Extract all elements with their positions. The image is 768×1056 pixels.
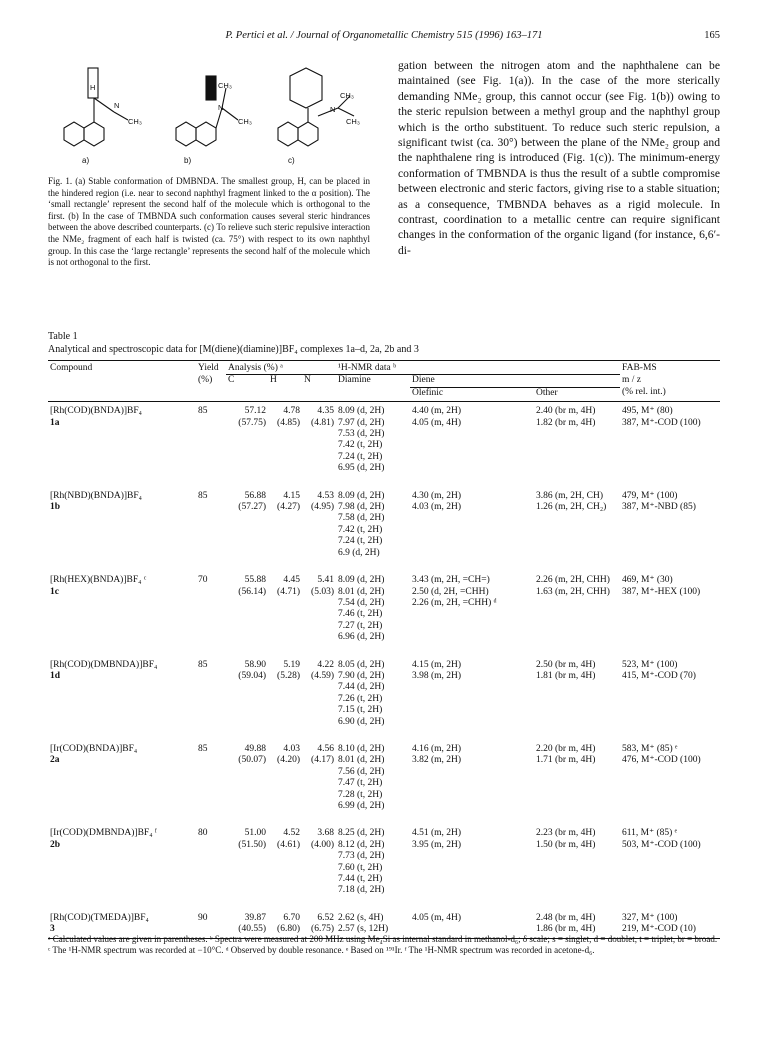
fab-cell: [620, 559, 720, 643]
olefinic-cell: [410, 402, 534, 475]
olefinic-cell: [410, 728, 534, 812]
other-cell-line: 1.82 (br m, 4H): [536, 417, 596, 428]
other-cell-line: 2.20 (br m, 4H): [536, 743, 596, 754]
other-cell: [534, 812, 620, 896]
diamine-cell-line: 7.24 (t, 2H): [338, 451, 383, 462]
compound-cell: [48, 897, 196, 938]
diamine-cell-line: 2.57 (s, 12H): [338, 924, 389, 935]
label-ch3-c2: CH₃: [346, 117, 360, 126]
analysis-h-cell-line: (4.85): [277, 417, 300, 428]
fab-cell: [620, 812, 720, 896]
diamine-cell-line: 7.58 (d, 2H): [338, 513, 385, 524]
diamine-cell-line: 2.62 (s, 4H): [338, 912, 384, 923]
diamine-cell-line: 7.47 (t, 2H): [338, 778, 383, 789]
fab-cell: [620, 728, 720, 812]
olefinic-cell-line: 2.26 (m, 2H, =CHH) ᵈ: [412, 597, 497, 608]
diamine-cell-line: 8.01 (d, 2H): [338, 586, 385, 597]
diamine-cell: [336, 897, 410, 938]
fab-cell-line: 583, M⁺ (85) ᵉ: [622, 743, 678, 754]
fab-cell: [620, 475, 720, 559]
olefinic-cell-line: 4.30 (m, 2H): [412, 490, 462, 501]
header-compound: Compound: [48, 361, 196, 375]
olefinic-cell-line: 4.05 (m, 4H): [412, 417, 462, 428]
compound-id: 2a: [50, 755, 60, 766]
header-fab: FAB-MS: [620, 361, 720, 375]
table-label: Table 1: [48, 331, 78, 342]
analysis-h-cell-line: 5.19: [283, 659, 300, 670]
olefinic-cell-line: 2.50 (d, 2H, =CHH): [412, 586, 489, 597]
diamine-cell-line: 8.05 (d, 2H): [338, 659, 385, 670]
diamine-cell-line: 7.60 (t, 2H): [338, 862, 383, 873]
analysis-h-cell-line: (5.28): [277, 670, 300, 681]
header-fab-rel: (% rel. int.): [620, 387, 720, 401]
diamine-cell-line: 7.73 (d, 2H): [338, 851, 385, 862]
analysis-h-cell-line: 4.03: [283, 743, 300, 754]
analysis-n-cell-line: (4.81): [311, 417, 334, 428]
label-n-c: N: [330, 105, 336, 114]
analysis-c-cell-line: (57.75): [238, 417, 266, 428]
yield-cell: 85: [198, 743, 208, 754]
table-title: Analytical and spectroscopic data for [M(diene)(diamine)]BF₄ complexes 1a–d, 2a, 2b and 3: [48, 344, 419, 355]
table-row: [48, 475, 720, 559]
analysis-h-cell-line: (4.20): [277, 755, 300, 766]
header-n: N: [304, 375, 311, 386]
analysis-h-cell-line: (4.61): [277, 839, 300, 850]
compound-id: 1c: [50, 586, 59, 597]
diamine-cell-line: 8.01 (d, 2H): [338, 755, 385, 766]
yield-cell: 70: [198, 575, 208, 586]
diamine-cell: [336, 475, 410, 559]
fab-cell-line: 479, M⁺ (100): [622, 490, 678, 501]
diamine-cell-line: 8.09 (d, 2H): [338, 575, 385, 586]
analysis-h-cell: [268, 402, 302, 475]
figure-label-a: a): [82, 156, 90, 165]
other-cell-line: 1.86 (br m, 4H): [536, 924, 596, 935]
analysis-c-cell-line: 55.88: [244, 575, 266, 586]
diamine-cell-line: 7.97 (d, 2H): [338, 417, 385, 428]
analysis-h-cell-line: 4.15: [283, 490, 300, 501]
olefinic-cell-line: 4.51 (m, 2H): [412, 828, 462, 839]
diamine-cell-line: 7.42 (t, 2H): [338, 440, 383, 451]
other-cell-line: 1.50 (br m, 4H): [536, 839, 596, 850]
other-cell-line: 1.81 (br m, 4H): [536, 670, 596, 681]
diamine-cell-line: 7.44 (d, 2H): [338, 682, 385, 693]
header-diene: Diene: [410, 375, 620, 387]
figure-label-c: c): [288, 156, 295, 165]
fab-cell-line: 469, M⁺ (30): [622, 575, 673, 586]
analysis-c-cell: [226, 812, 268, 896]
other-cell-line: 2.50 (br m, 4H): [536, 659, 596, 670]
other-cell-line: 1.26 (m, 2H, CH₂): [536, 502, 607, 513]
other-cell: [534, 559, 620, 643]
analysis-n-cell: [302, 559, 336, 643]
diamine-cell-line: 7.46 (t, 2H): [338, 609, 383, 620]
analysis-h-cell: [268, 644, 302, 728]
label-ch3-b2: CH₃: [238, 117, 252, 126]
header-c: C: [228, 375, 235, 386]
analysis-n-cell-line: (4.59): [311, 670, 334, 681]
table-footnote: ᵃ Calculated values are given in parentheses. ᵇ Spectra were measured at 200 MHz using Me₄Si as internal standard in methanol-d₆; δ scale; s = singlet, d = doublet, t = triplet, br = broad. ᶜ The ¹H-NMR spectrum was recorded at −10°C. ᵈ Observed by double resonance. ᵉ Based on ¹⁹¹Ir. ᶠ The ¹H-NMR spectrum was recorded in acetone-d₆.: [48, 934, 718, 956]
other-cell-line: 2.40 (br m, 4H): [536, 406, 596, 417]
compound-formula: [Ir(COD)(BNDA)]BF₄: [50, 743, 138, 754]
diamine-cell: [336, 402, 410, 475]
yield-cell: 85: [198, 490, 208, 501]
diamine-cell-line: 6.95 (d, 2H): [338, 463, 385, 474]
fab-cell: [620, 644, 720, 728]
other-cell-line: 2.23 (br m, 4H): [536, 828, 596, 839]
fab-cell-line: 415, M⁺-COD (70): [622, 670, 696, 681]
diamine-cell-line: 6.90 (d, 2H): [338, 716, 385, 727]
analysis-h-cell: [268, 812, 302, 896]
page-number: 165: [704, 30, 720, 41]
fab-cell-line: 523, M⁺ (100): [622, 659, 678, 670]
figure-1: [50, 58, 370, 170]
data-table: [48, 360, 720, 939]
header-nmr: ¹H-NMR data ᵇ: [336, 361, 620, 375]
olefinic-cell-line: 4.05 (m, 4H): [412, 912, 462, 923]
diamine-cell-line: 7.90 (d, 2H): [338, 670, 385, 681]
header-other: Other: [534, 387, 620, 401]
diamine-cell-line: 8.09 (d, 2H): [338, 490, 385, 501]
analysis-h-cell: [268, 559, 302, 643]
analysis-n-cell-line: (4.95): [311, 502, 334, 513]
compound-formula: [Ir(COD)(DMBNDA)]BF₄ ᶠ: [50, 828, 157, 839]
analysis-n-cell-line: 5.41: [317, 575, 334, 586]
diamine-cell-line: 6.99 (d, 2H): [338, 801, 385, 811]
analysis-c-cell-line: (56.14): [238, 586, 266, 597]
olefinic-cell-line: 4.03 (m, 2H): [412, 502, 462, 513]
fab-cell: [620, 402, 720, 475]
compound-id: 3: [50, 924, 55, 935]
analysis-c-cell: [226, 475, 268, 559]
analysis-c-cell-line: (59.04): [238, 670, 266, 681]
analysis-c-cell-line: 39.87: [244, 912, 266, 923]
analysis-c-cell: [226, 897, 268, 938]
olefinic-cell: [410, 559, 534, 643]
fab-cell-line: 219, M⁺-COD (10): [622, 924, 696, 935]
body-text-column: [398, 58, 720, 258]
analysis-h-cell-line: 4.52: [283, 828, 300, 839]
analysis-n-cell-line: (4.17): [311, 755, 334, 766]
table-row: [48, 559, 720, 643]
olefinic-cell: [410, 475, 534, 559]
yield-cell: 85: [198, 659, 208, 670]
header-fab-mz: m / z: [622, 374, 641, 385]
olefinic-cell-line: 4.40 (m, 2H): [412, 406, 462, 417]
fab-cell-line: 387, M⁺-HEX (100): [622, 586, 701, 597]
analysis-c-cell-line: 49.88: [244, 743, 266, 754]
figure-caption: Fig. 1. (a) Stable conformation of DMBNDA. The smallest group, H, can be placed in the hindered region (i.e. near to second naphthyl fragment linked to the α position). The ‘small rectangle’ represent the second half of the molecule which is orthogonal to the first. (b) In the case of TMBNDA such conformation causes several steric hindrances between the above described counterparts. (c) To relieve such steric repulsive interaction the NMe₂ fragment of each half is twisted (ca. 75°) with respect to its own naphthyl group. In this case the ‘large rectangle’ represents the second half of the molecule which is not orthogonal to the first.: [48, 176, 370, 268]
analysis-c-cell-line: 57.12: [244, 406, 266, 417]
compound-formula: [Rh(COD)(BNDA)]BF₄: [50, 406, 142, 417]
label-ch3-c1: CH₃: [340, 91, 354, 100]
olefinic-cell-line: 3.43 (m, 2H, =CH=): [412, 575, 490, 586]
analysis-n-cell-line: 4.53: [317, 490, 334, 501]
diamine-cell-line: 6.96 (d, 2H): [338, 632, 385, 643]
diamine-cell-line: 7.53 (d, 2H): [338, 429, 385, 440]
table-row: [48, 897, 720, 938]
diamine-cell-line: 7.24 (t, 2H): [338, 536, 383, 547]
other-cell: [534, 728, 620, 812]
compound-formula: [Rh(COD)(DMBNDA)]BF₄: [50, 659, 158, 670]
diamine-cell-line: 7.42 (t, 2H): [338, 524, 383, 535]
other-cell: [534, 475, 620, 559]
analysis-n-cell-line: 6.52: [317, 912, 334, 923]
diamine-cell-line: 7.28 (t, 2H): [338, 789, 383, 800]
analysis-c-cell: [226, 644, 268, 728]
table-row: [48, 812, 720, 896]
analysis-n-cell-line: (4.00): [311, 839, 334, 850]
table-caption: [48, 330, 720, 356]
compound-cell: [48, 402, 196, 475]
table-row: [48, 644, 720, 728]
analysis-c-cell: [226, 559, 268, 643]
label-n-a: N: [114, 101, 120, 110]
analysis-n-cell: [302, 728, 336, 812]
conformation-structures: [50, 58, 370, 170]
other-cell: [534, 897, 620, 938]
analysis-n-cell: [302, 644, 336, 728]
analysis-c-cell-line: (40.55): [238, 924, 266, 935]
compound-id: 1a: [50, 417, 60, 428]
diamine-cell-line: 7.98 (d, 2H): [338, 502, 385, 513]
other-cell-line: 2.48 (br m, 4H): [536, 912, 596, 923]
label-n-b: N: [218, 103, 224, 112]
compound-cell: [48, 728, 196, 812]
analysis-c-cell-line: (51.50): [238, 839, 266, 850]
diamine-cell-line: 8.25 (d, 2H): [338, 828, 385, 839]
compound-cell: [48, 475, 196, 559]
yield-cell: 90: [196, 897, 226, 938]
label-h-a: H: [90, 83, 96, 92]
figure-label-b: b): [184, 156, 192, 165]
analysis-n-cell-line: 4.22: [317, 659, 334, 670]
diamine-cell-line: 7.18 (d, 2H): [338, 885, 385, 896]
compound-cell: [48, 559, 196, 643]
running-header: [48, 30, 720, 46]
analysis-h-cell-line: (6.80): [277, 924, 300, 935]
analysis-n-cell-line: (6.75): [311, 924, 334, 935]
diamine-cell: [336, 644, 410, 728]
analysis-n-cell: [302, 812, 336, 896]
yield-cell: 80: [198, 828, 208, 839]
analysis-h-cell: [268, 475, 302, 559]
analysis-c-cell: [226, 728, 268, 812]
diamine-cell-line: 7.27 (t, 2H): [338, 620, 383, 631]
olefinic-cell: [410, 644, 534, 728]
diamine-cell-line: 7.44 (t, 2H): [338, 874, 383, 885]
fab-cell: [620, 897, 720, 938]
fab-cell-line: 495, M⁺ (80): [622, 406, 673, 417]
table-row: [48, 402, 720, 475]
fab-cell-line: 476, M⁺-COD (100): [622, 755, 701, 766]
analysis-c-cell: [226, 402, 268, 475]
body-paragraph: gation between the nitrogen atom and the naphthalene can be maintained (see Fig. 1(a)). In the case of the more sterically demanding NMe₂ group, this cannot occur (see Fig. 1(b)) owing to the steric repulsion between a methyl group and the naphthyl group which is the ortho substituent. To reduce such steric repulsion, a significant twist (ca. 30°) between the plane of the NMe₂ group and the naphthalene ring is introduced (Fig. 1(c)). The minimum-energy conformation of TMBNDA is thus the result of a subtle compromise between electronic and steric factors, giving rise to a stable situation; as a consequence, TMBNDA behaves as a rigid molecule. In contrast, coordination to a metallic centre can require significant changes in the conformation of the organic ligand (for instance, 6,6′-di-: [398, 59, 720, 257]
analysis-n-cell: [302, 897, 336, 938]
diamine-cell: [336, 812, 410, 896]
label-ch3-a: CH₃: [128, 117, 142, 126]
other-cell-line: 3.86 (m, 2H, CH): [536, 490, 604, 501]
header-olefinic: Olefinic: [410, 387, 534, 401]
analysis-h-cell-line: 6.70: [283, 912, 300, 923]
diamine-cell-line: 7.26 (t, 2H): [338, 693, 383, 704]
diamine-cell-line: 7.15 (t, 2H): [338, 705, 383, 716]
fab-cell-line: 387, M⁺-NBD (85): [622, 502, 696, 513]
analysis-c-cell-line: 51.00: [244, 828, 266, 839]
header-analysis: Analysis (%) ᵃ: [226, 361, 336, 375]
table-row: [48, 728, 720, 812]
analysis-h-cell: [268, 897, 302, 938]
other-cell-line: 1.71 (br m, 4H): [536, 755, 596, 766]
diamine-cell: [336, 728, 410, 812]
analysis-n-cell-line: 3.68: [317, 828, 334, 839]
compound-cell: [48, 812, 196, 896]
diamine-cell-line: 8.09 (d, 2H): [338, 406, 385, 417]
fab-cell-line: 503, M⁺-COD (100): [622, 839, 701, 850]
analysis-n-cell: [302, 402, 336, 475]
olefinic-cell-line: 3.95 (m, 2H): [412, 839, 462, 850]
fab-cell-line: 327, M⁺ (100): [622, 912, 678, 923]
analysis-n-cell-line: 4.56: [317, 743, 334, 754]
compound-formula: [Rh(NBD)(BNDA)]BF₄: [50, 490, 142, 501]
diamine-cell-line: 8.10 (d, 2H): [338, 743, 385, 754]
analysis-h-cell-line: (4.71): [277, 586, 300, 597]
analysis-c-cell-line: 58.90: [244, 659, 266, 670]
analysis-h-cell-line: 4.78: [283, 406, 300, 417]
header-diamine: Diamine: [338, 375, 371, 386]
compound-id: 2b: [50, 839, 61, 850]
analysis-n-cell-line: (5.03): [311, 586, 334, 597]
compound-formula: [Rh(COD)(TMEDA)]BF₄: [50, 912, 149, 923]
compound-formula: [Rh(HEX)(BNDA)]BF₄ ᶜ: [50, 575, 147, 586]
other-cell-line: 2.26 (m, 2H, CHH): [536, 575, 610, 586]
olefinic-cell-line: 3.82 (m, 2H): [412, 755, 462, 766]
fab-cell-line: 387, M⁺-COD (100): [622, 417, 701, 428]
diamine-cell-line: 6.9 (d, 2H): [338, 547, 380, 558]
diamine-cell-line: 8.12 (d, 2H): [338, 839, 385, 850]
journal-citation: P. Pertici et al. / Journal of Organometallic Chemistry 515 (1996) 163–171: [225, 30, 543, 41]
diamine-cell-line: 7.56 (d, 2H): [338, 766, 385, 777]
compound-cell: [48, 644, 196, 728]
structure-c: [278, 68, 354, 146]
compound-id: 1d: [50, 670, 61, 681]
header-yield-unit: (%): [198, 374, 213, 385]
yield-cell: 85: [198, 406, 208, 417]
header-yield: Yield: [196, 361, 226, 375]
diamine-cell-line: 7.54 (d, 2H): [338, 597, 385, 608]
header-h: H: [270, 375, 277, 386]
diamine-cell: [336, 559, 410, 643]
analysis-h-cell: [268, 728, 302, 812]
other-cell: [534, 644, 620, 728]
olefinic-cell-line: 4.15 (m, 2H): [412, 659, 462, 670]
analysis-h-cell-line: 4.45: [283, 575, 300, 586]
olefinic-cell-line: 3.98 (m, 2H): [412, 670, 462, 681]
label-ch3-b1: CH₃: [218, 81, 232, 90]
analysis-n-cell-line: 4.35: [317, 406, 334, 417]
olefinic-cell: [410, 897, 534, 938]
other-cell-line: 1.63 (m, 2H, CHH): [536, 586, 610, 597]
analysis-c-cell-line: (57.27): [238, 502, 266, 513]
analysis-n-cell: [302, 475, 336, 559]
compound-id: 1b: [50, 502, 61, 513]
analysis-c-cell-line: (50.07): [238, 755, 266, 766]
olefinic-cell-line: 4.16 (m, 2H): [412, 743, 462, 754]
analysis-c-cell-line: 56.88: [244, 490, 266, 501]
analysis-h-cell-line: (4.27): [277, 502, 300, 513]
olefinic-cell: [410, 812, 534, 896]
other-cell: [534, 402, 620, 475]
fab-cell-line: 611, M⁺ (85) ᵉ: [622, 828, 678, 839]
